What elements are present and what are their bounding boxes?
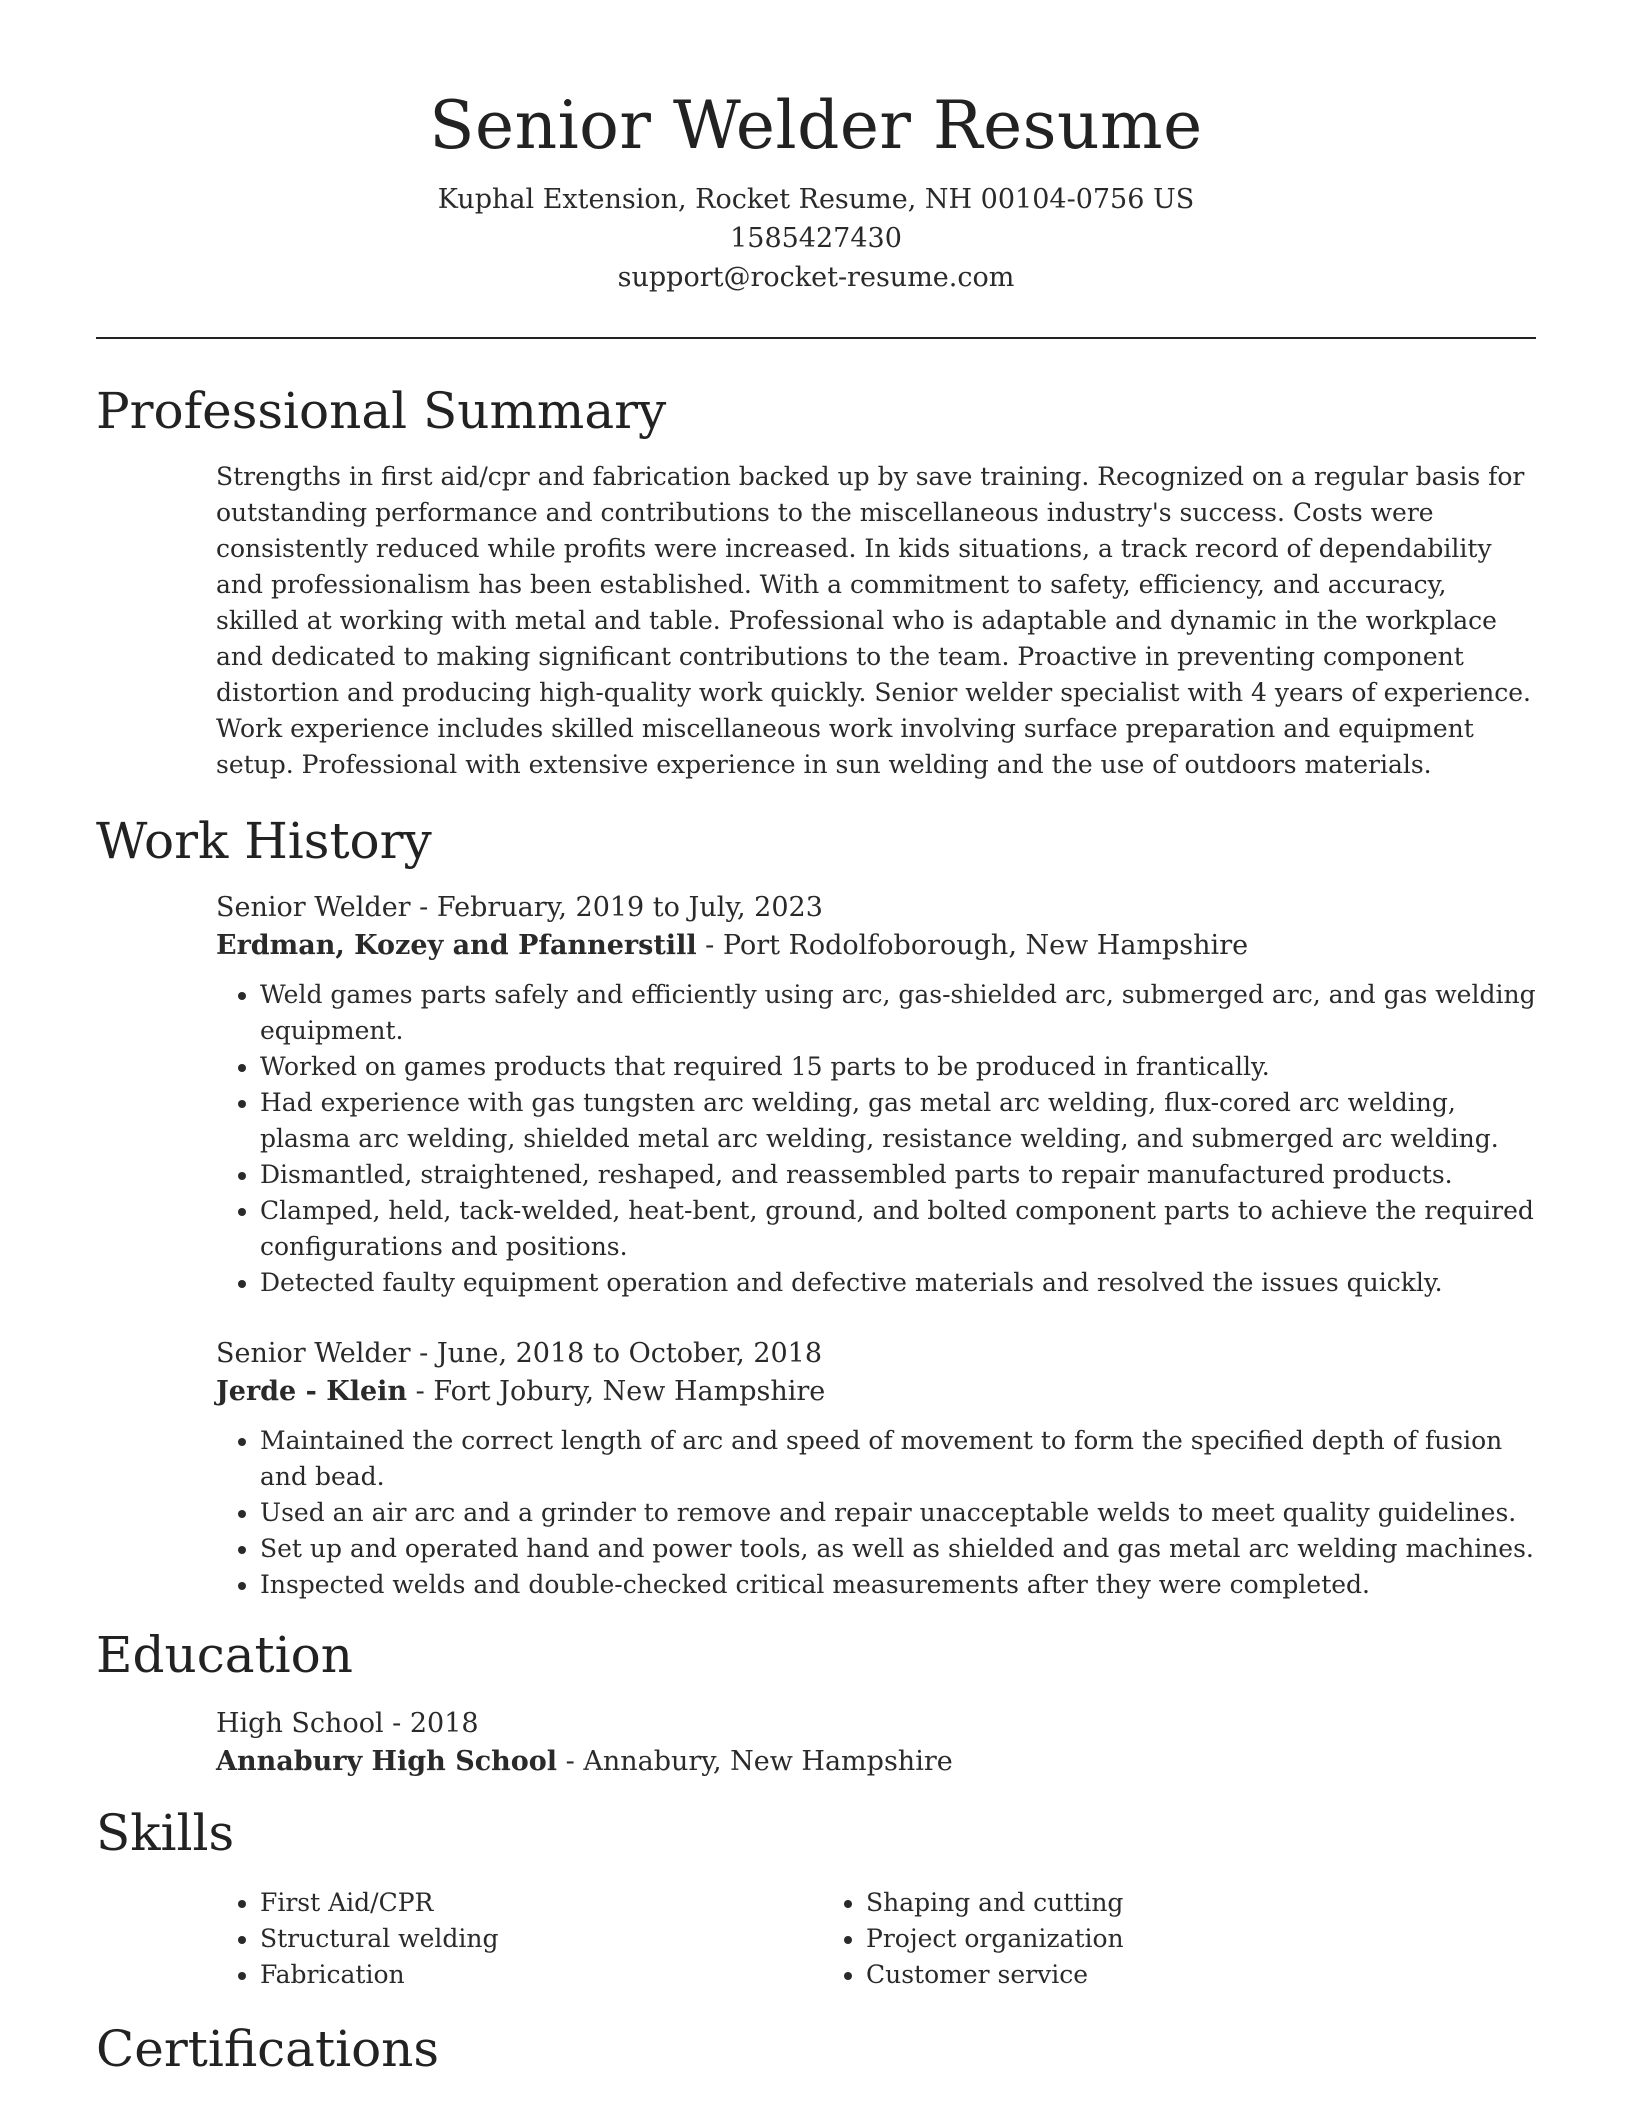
job-bullet: • Had experience with gas tungsten arc welding, gas metal arc welding, flux-cored arc welding, plasma arc welding, shielded metal arc welding, resistance welding, and submerged arc welding. (260, 1085, 1536, 1157)
job-company: Jerde - Klein (216, 1376, 408, 1407)
resume-page (96, 0, 1536, 2079)
contact-phone: 1585427430 (730, 223, 902, 254)
section-title-work-history: Work History (96, 812, 432, 870)
job-bullet: • Dismantled, straightened, reshaped, and reassembled parts to repair manufactured products. (260, 1157, 1536, 1193)
job-employer (216, 927, 1536, 965)
skills-column-left (216, 1885, 822, 1993)
job-bullets (216, 1423, 1536, 1603)
skill-item: • Customer service (866, 1957, 1428, 1993)
contact-address: Kuphal Extension, Rocket Resume, NH 00104-0756 US (437, 184, 1195, 215)
job-company: Erdman, Kozey and Pfannerstill (216, 930, 697, 961)
job-bullet: • Set up and operated hand and power tools, as well as shielded and gas metal arc welding machines. (260, 1531, 1536, 1567)
skills-column-right (822, 1885, 1428, 1993)
skill-item: • First Aid/CPR (260, 1885, 822, 1921)
job-bullet: • Clamped, held, tack-welded, heat-bent, ground, and bolted component parts to achieve the required configurations and positions. (260, 1193, 1536, 1265)
job-employer (216, 1373, 1536, 1411)
skills-list (216, 1885, 1536, 1993)
job-role-dates: Senior Welder - June, 2018 to October, 2018 (216, 1338, 823, 1369)
header-divider (96, 337, 1536, 339)
skill-item: • Shaping and cutting (866, 1885, 1428, 1921)
job-entry (216, 1335, 1536, 1603)
job-bullet: • Weld games parts safely and efficiently using arc, gas-shielded arc, submerged arc, and gas welding equipment. (260, 977, 1536, 1049)
job-bullet: • Inspected welds and double-checked critical measurements after they were completed. (260, 1567, 1536, 1603)
education-location: - Annabury, New Hampshire (557, 1746, 953, 1777)
job-location: - Fort Jobury, New Hampshire (407, 1376, 826, 1407)
job-entry (216, 889, 1536, 1301)
section-title-summary: Professional Summary (96, 382, 667, 440)
skill-item: • Fabrication (260, 1957, 822, 1993)
section-title-skills: Skills (96, 1804, 235, 1862)
job-bullet: • Maintained the correct length of arc and speed of movement to form the specified depth of fusion and bead. (260, 1423, 1536, 1495)
section-title-certifications: Certifications (96, 2020, 440, 2078)
contact-email: support@rocket-resume.com (617, 262, 1015, 293)
job-bullet: • Detected faulty equipment operation and defective materials and resolved the issues quickly. (260, 1265, 1536, 1301)
job-bullets (216, 977, 1536, 1301)
skill-item: • Project organization (866, 1921, 1428, 1957)
education-entry (216, 1705, 1536, 1781)
job-location: - Port Rodolfoborough, New Hampshire (696, 930, 1249, 961)
job-role-dates: Senior Welder - February, 2019 to July, 2023 (216, 892, 823, 923)
job-bullet: • Used an air arc and a grinder to remove and repair unacceptable welds to meet quality guidelines. (260, 1495, 1536, 1531)
resume-title: Senior Welder Resume (429, 87, 1203, 164)
contact-block (96, 180, 1536, 297)
education-school-line (216, 1743, 1536, 1781)
education-degree-year: High School - 2018 (216, 1708, 479, 1739)
job-bullet: • Worked on games products that required 15 parts to be produced in frantically. (260, 1049, 1536, 1085)
section-title-education: Education (96, 1626, 353, 1684)
skill-item: • Structural welding (260, 1921, 822, 1957)
summary-text: Strengths in first aid/cpr and fabrication backed up by save training. Recognized on a regular basis for outstanding performance and contributions to the miscellaneous industry's success. Costs were consistently reduced while profits were increased. In kids situations, a track record of dependability and professionalism has been established. With a commitment to safety, efficiency, and accuracy, skilled at working with metal and table. Professional who is adaptable and dynamic in the workplace and dedicated to making significant contributions to the team. Proactive in preventing component distortion and producing high-quality work quickly. Senior welder specialist with 4 years of experience. Work experience includes skilled miscellaneous work involving surface preparation and equipment setup. Professional with extensive experience in sun welding and the use of outdoors materials. (216, 462, 1531, 779)
education-school: Annabury High School (216, 1746, 558, 1777)
